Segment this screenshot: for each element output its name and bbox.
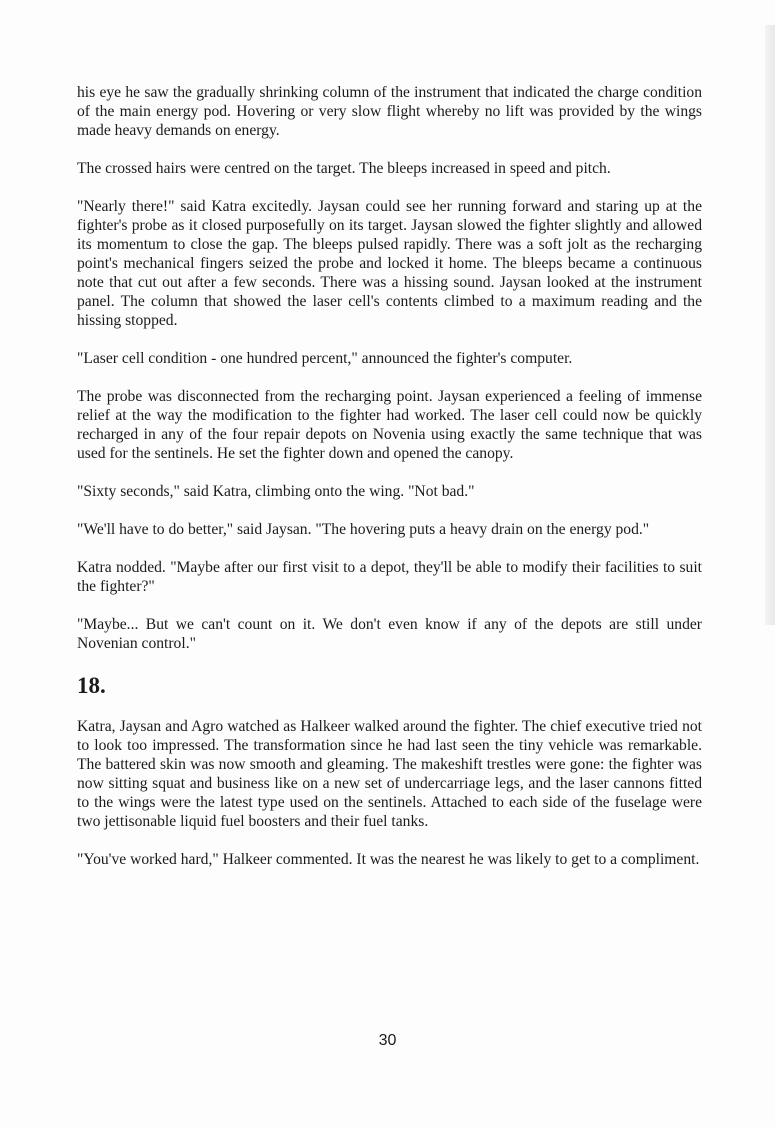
paragraph: "You've worked hard," Halkeer commented. It was the nearest he was likely to get to a compliment.	[77, 851, 700, 868]
page-body	[77, 83, 702, 888]
page-number: 30	[378, 1032, 397, 1049]
paragraph: "We'll have to do better," said Jaysan. "The hovering puts a heavy drain on the energy pod."	[77, 521, 650, 538]
paragraph: The crossed hairs were centred on the target. The bleeps increased in speed and pitch.	[77, 160, 611, 177]
paragraph: Katra, Jaysan and Agro watched as Halkeer walked around the fighter. The chief executive tried not to look too impressed. The transformation since he had last seen the tiny vehicle was remarkable. The battered skin was now smooth and gleaming. The makeshift trestles were gone: the fighter was now sitting squat and business like on a new set of undercarriage legs, and the laser cannons fitted to the wings were the latest type used on the sentinels. Attached to each side of the fuselage were two jettisonable liquid fuel boosters and their fuel tanks.	[77, 718, 702, 830]
paragraph: "Maybe... But we can't count on it. We don't even know if any of the depots are still under Novenian control."	[77, 616, 702, 652]
paragraph: Katra nodded. "Maybe after our first visit to a depot, they'll be able to modify their facilities to suit the fighter?"	[77, 559, 702, 595]
paragraph: "Sixty seconds," said Katra, climbing onto the wing. "Not bad."	[77, 483, 475, 500]
paragraph: his eye he saw the gradually shrinking column of the instrument that indicated the charge condition of the main energy pod. Hovering or very slow flight whereby no lift was provided by the wings made heavy demands on energy.	[77, 84, 702, 139]
paragraph: "Nearly there!" said Katra excitedly. Jaysan could see her running forward and staring up at the fighter's probe as it closed purposefully on its target. Jaysan slowed the fighter slightly and allowed its momentum to close the gap. The bleeps pulsed rapidly. There was a soft jolt as the recharging point's mechanical fingers seized the probe and locked it home. The bleeps became a continuous note that cut out after a few seconds. There was a hissing sound. Jaysan looked at the instrument panel. The column that showed the laser cell's contents climbed to a maximum reading and the hissing stopped.	[77, 198, 702, 329]
paragraph: "Laser cell condition - one hundred percent," announced the fighter's computer.	[77, 350, 573, 367]
paragraph: The probe was disconnected from the recharging point. Jaysan experienced a feeling of immense relief at the way the modification to the fighter had worked. The laser cell could now be quickly recharged in any of the four repair depots on Novenia using exactly the same technique that was used for the sentinels. He set the fighter down and opened the canopy.	[77, 388, 702, 462]
page-edge-shadow	[765, 25, 775, 625]
chapter-heading: 18.	[77, 673, 106, 698]
